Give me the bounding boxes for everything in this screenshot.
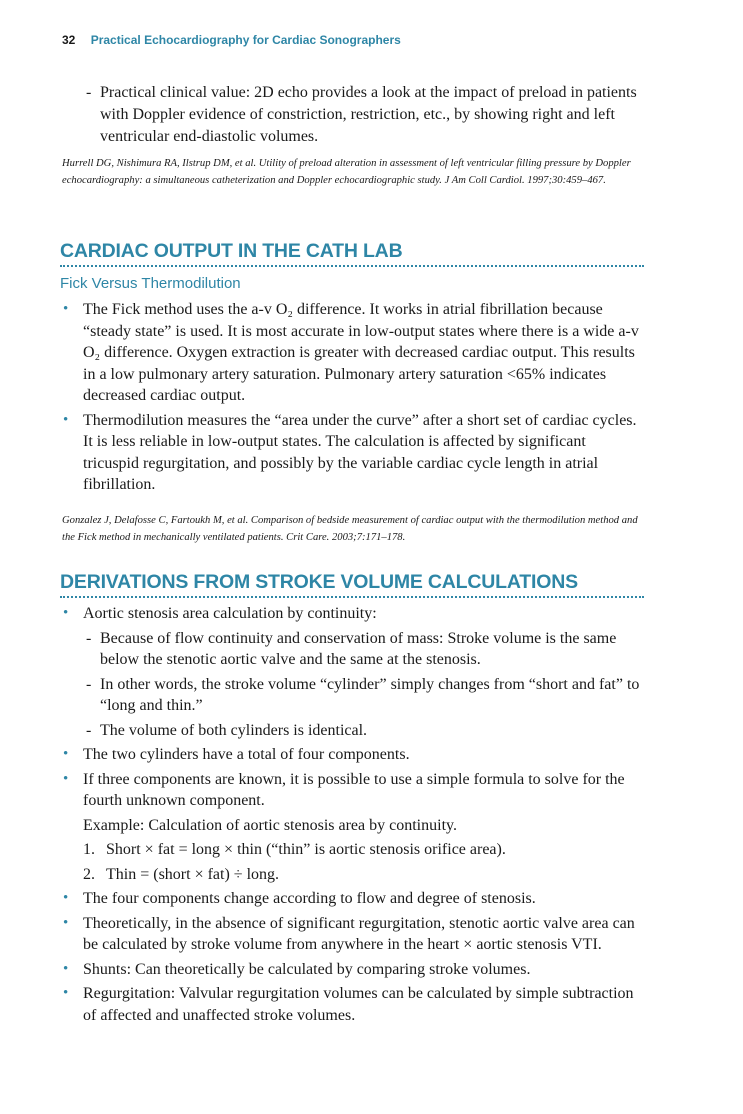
reference-text: Hurrell DG, Nishimura RA, Ilstrup DM, et al. Utility of preload alteration in assessment of left ventricular filling pressure by Doppler echocardiography: a simultaneous catheterization and Doppler echocardiographic study. J Am Coll Cardiol. 1997;30:459–467.: [62, 158, 631, 186]
bullet-dot: •: [63, 301, 69, 317]
sub-list-item: [60, 628, 644, 671]
list-item: [60, 603, 644, 625]
list-item: [60, 888, 644, 910]
numbered-step: [60, 864, 644, 886]
bullet-dot: •: [63, 746, 69, 762]
bullet-text: The Fick method uses the a-v O₂ difference. It works in atrial fibrillation because “steady state” is used. It is most accurate in low-output states where there is a wide a-v O₂ difference. Oxygen extraction is greater with decreased cardiac output. This results in a low pulmonary artery saturation. Pulmonary artery saturation <65% indicates decreased cardiac output.: [83, 301, 639, 404]
section-cardiac-output: [60, 239, 644, 496]
dash-marker: -: [86, 84, 92, 101]
numbered-step: [60, 839, 644, 861]
intro-block: [60, 82, 660, 148]
bullet-text: Aortic stenosis area calculation by continuity:: [83, 605, 377, 622]
sub-list-item: [60, 674, 644, 717]
bullet-dot: •: [63, 960, 69, 977]
list-item: [60, 410, 644, 496]
section-heading: DERIVATIONS FROM STROKE VOLUME CALCULATIONS: [60, 570, 644, 598]
sub-list-item: [60, 720, 644, 742]
bullet-text: Regurgitation: Valvular regurgitation volumes can be calculated by simple subtraction of affected and unaffected stroke volumes.: [83, 985, 634, 1024]
list-item: [60, 744, 644, 766]
bullet-text: Thermodilution measures the “area under the curve” after a short set of cardiac cycles. It is less reliable in low-output states. The calculation is affected by significant tricuspid regurgitation, and possibly by the variable cardiac cycle length in atrial fibrillation.: [83, 411, 637, 493]
dash-marker: -: [86, 675, 92, 693]
list-item: [60, 769, 644, 812]
intro-text: Practical clinical value: 2D echo provides a look at the impact of preload in patients with Doppler evidence of constriction, restriction, etc., by showing right and left ventricular end-diastolic volumes.: [100, 84, 637, 145]
reference-text: Gonzalez J, Delafosse C, Fartoukh M, et al. Comparison of bedside measurement of cardiac output with the thermodilution method and the Fick method in mechanically ventilated patients. Crit Care. 2003;7:171–178.: [62, 515, 638, 543]
bullet-text: The four components change according to flow and degree of stenosis.: [83, 890, 536, 907]
book-title: Practical Echocardiography for Cardiac Sonographers: [90, 33, 401, 47]
dash-marker: -: [86, 629, 92, 647]
bullet-text: Theoretically, in the absence of significant regurgitation, stenotic aortic valve area can be calculated by stroke volume from anywhere in the heart × aortic stenosis VTI.: [83, 914, 635, 953]
bullet-dot: •: [63, 890, 69, 906]
bullet-dot: •: [63, 411, 69, 428]
list-item: [60, 959, 644, 981]
dash-marker: -: [86, 721, 92, 739]
section-derivations: [60, 570, 644, 1026]
example-line: Example: Calculation of aortic stenosis area by continuity.: [83, 816, 457, 834]
step-number: 1.: [83, 841, 95, 858]
section-heading: CARDIAC OUTPUT IN THE CATH LAB: [60, 239, 644, 267]
bullet-dot: •: [63, 914, 69, 931]
bullet-dot: •: [63, 605, 69, 621]
page-number: 32: [62, 33, 76, 47]
step-text: Short × fat = long × thin (“thin” is aortic stenosis orifice area).: [106, 841, 506, 858]
reference-1: [62, 155, 652, 189]
intro-dash-item: [60, 82, 660, 148]
list-item: [60, 983, 644, 1026]
running-head: [62, 33, 401, 47]
bullet-text: The two cylinders have a total of four components.: [83, 746, 410, 763]
bullet-dot: •: [63, 985, 69, 1001]
list-item: [60, 299, 644, 407]
section-subheading: Fick Versus Thermodilution: [60, 275, 241, 292]
sub-item-text: The volume of both cylinders is identical.: [100, 721, 368, 739]
step-number: 2.: [83, 865, 95, 883]
list-item: [60, 913, 644, 956]
sub-item-text: Because of flow continuity and conservation of mass: Stroke volume is the same below the stenotic aortic valve and the same at the stenosis.: [100, 629, 617, 668]
reference-2: [62, 512, 652, 546]
step-text: Thin = (short × fat) ÷ long.: [106, 865, 280, 883]
bullet-text: Shunts: Can theoretically be calculated by comparing stroke volumes.: [83, 960, 531, 978]
bullet-text: If three components are known, it is possible to use a simple formula to solve for the fourth unknown component.: [83, 770, 625, 809]
bullet-dot: •: [63, 770, 69, 787]
sub-item-text: In other words, the stroke volume “cylinder” simply changes from “short and fat” to “long and thin.”: [100, 675, 640, 714]
